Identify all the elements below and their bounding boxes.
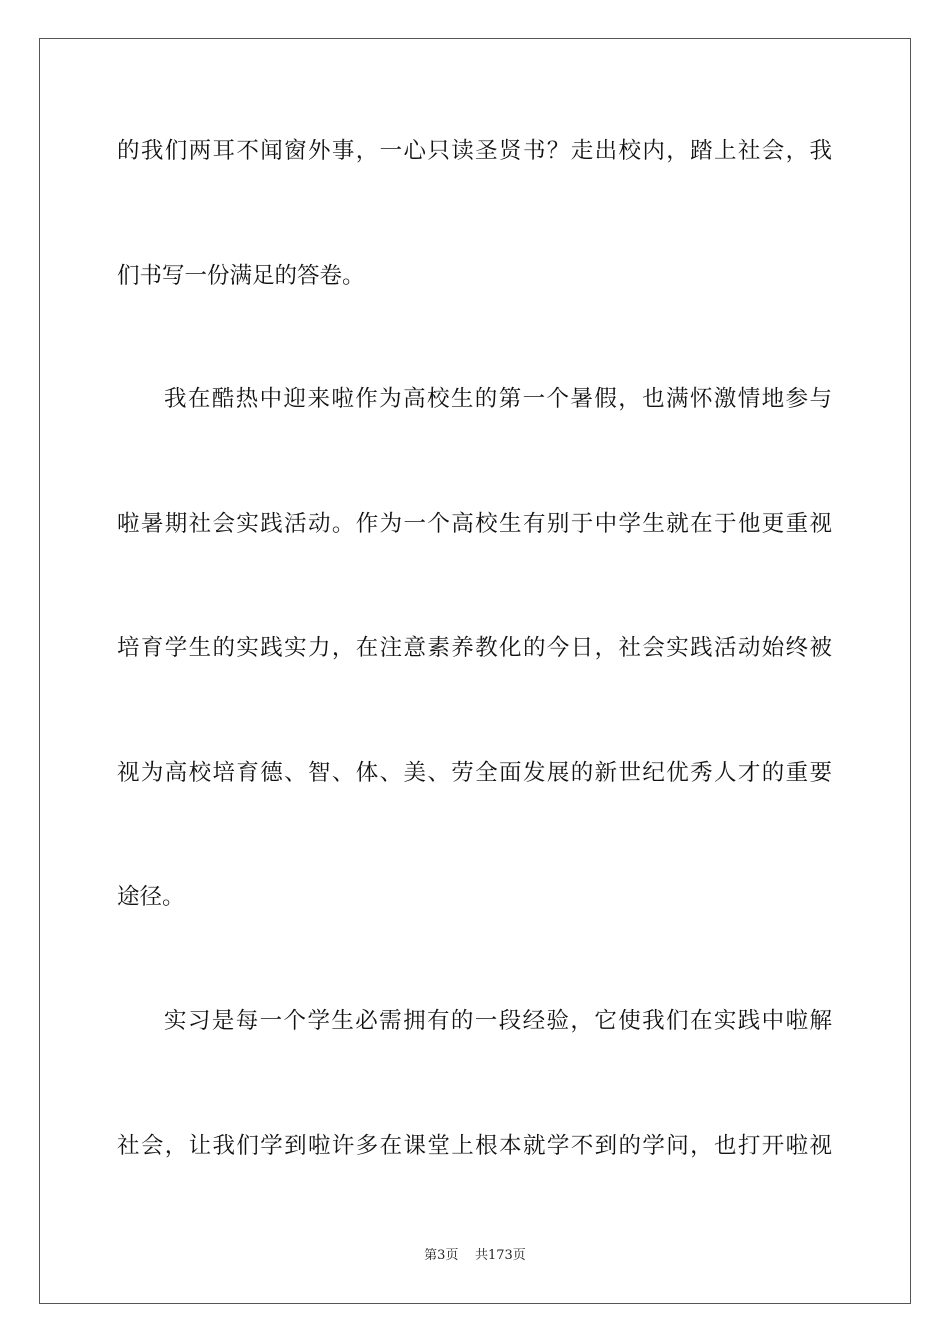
text-line: 实习是每一个学生必需拥有的一段经验，它使我们在实践中啦解	[164, 1008, 832, 1034]
text-line: 社会，让我们学到啦许多在课堂上根本就学不到的学问，也打开啦视	[117, 1133, 832, 1159]
text-line: 啦暑期社会实践活动。作为一个高校生有别于中学生就在于他更重视	[117, 511, 832, 537]
text-line: 的我们两耳不闻窗外事，一心只读圣贤书？走出校内，踏上社会，我	[117, 138, 832, 164]
text-line: 我在酷热中迎来啦作为高校生的第一个暑假，也满怀激情地参与	[164, 386, 832, 412]
page-frame	[39, 38, 911, 1304]
page-total: 共173页	[474, 1248, 526, 1263]
text-line: 视为高校培育德、智、体、美、劳全面发展的新世纪优秀人才的重要	[117, 760, 832, 786]
page-number: 第3页	[424, 1248, 459, 1263]
text-line: 培育学生的实践实力，在注意素养教化的今日，社会实践活动始终被	[117, 635, 832, 661]
text-line: 们书写一份满足的答卷。	[117, 263, 365, 289]
text-line: 途径。	[117, 884, 185, 910]
page-footer	[0, 1246, 950, 1266]
